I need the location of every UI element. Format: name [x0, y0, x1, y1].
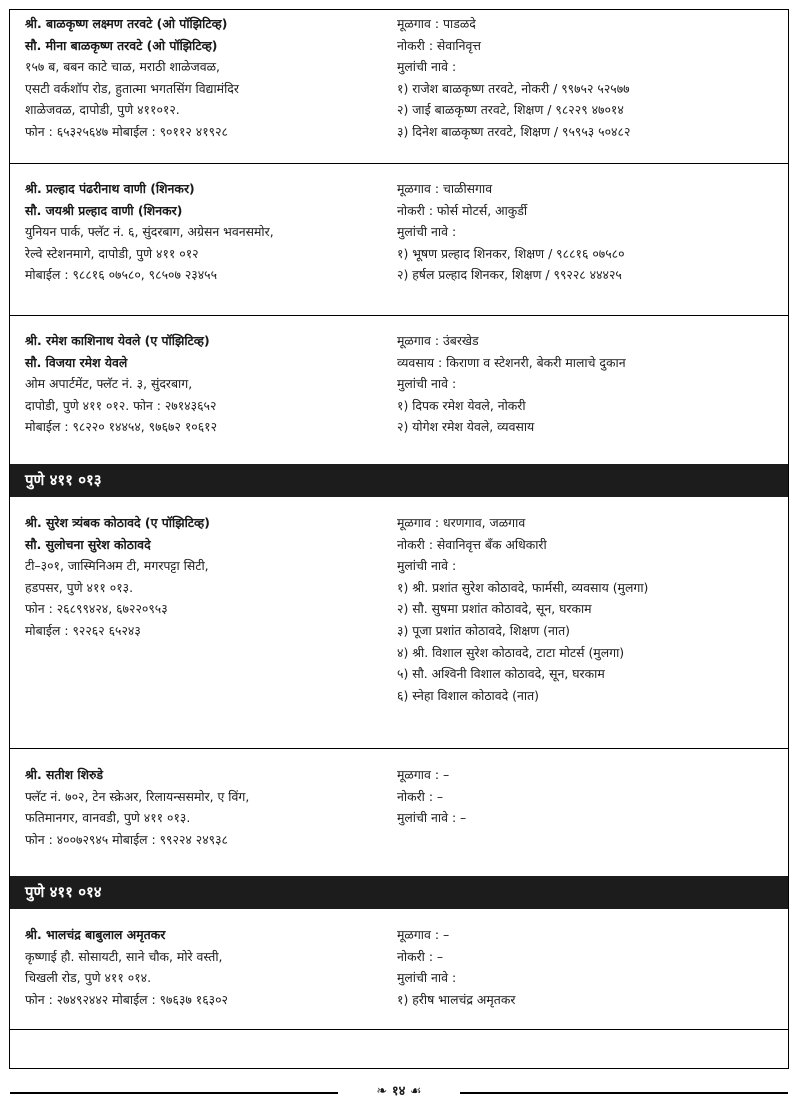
- phone-line: फोन : २६८९९४२४, ६७२२०९५३: [25, 601, 168, 617]
- mobile-line: मोबाईल : ९२२६२ ६५२४३: [25, 622, 141, 638]
- child-item: १) श्री. प्रशांत सुरेश कोठावदे, फार्मसी, व्यवसाय (मुलगा): [397, 579, 649, 595]
- directory-entry: [10, 497, 788, 749]
- entry-family-column: [397, 512, 648, 706]
- children-heading: मुलांची नावे :: [397, 224, 457, 240]
- occupation: नोकरी : सेवानिवृत्त: [397, 37, 481, 53]
- children-heading: मुलांची नावे :: [397, 59, 457, 75]
- entry-contact-column: [25, 512, 210, 642]
- footer-rule-right: [460, 1092, 788, 1094]
- primary-name: श्री. भालचंद्र बाबुलाल अमृतकर: [25, 927, 166, 942]
- native-place: मूळगाव : धरणगाव, जळगाव: [397, 515, 526, 530]
- child-item: २) हर्षल प्रल्हाद शिनकर, शिक्षण / ९९२२८ ४४४२५: [397, 267, 622, 283]
- occupation: नोकरी : –: [397, 788, 444, 804]
- entry-contact-column: [25, 13, 239, 143]
- child-item: २) योगेश रमेश येवले, व्यवसाय: [397, 419, 535, 435]
- child-item: १) दिपक रमेश येवले, नोकरी: [397, 397, 526, 413]
- address-line: टी–३०१, जास्मिनिअम टी, मगरपट्टा सिटी,: [25, 558, 209, 574]
- child-item: ३) दिनेश बाळकृष्ण तरवटे, शिक्षण / ९५९५३ ५०४८२: [397, 123, 631, 139]
- page-number: [338, 1083, 460, 1101]
- child-item: २) जाई बाळकृष्ण तरवटे, शिक्षण / ९८२२९ ४७०१४: [397, 102, 624, 118]
- occupation: नोकरी : –: [397, 948, 444, 964]
- address-line: १५७ ब, बबन काटे चाळ, मराठी शाळेजवळ,: [25, 59, 220, 75]
- child-item: १) हरीष भालचंद्र अमृतकर: [397, 991, 516, 1007]
- address-line: हडपसर, पुणे ४११ ०१३.: [25, 579, 134, 595]
- ornament-left-icon: ❧: [376, 1084, 388, 1099]
- primary-name: श्री. रमेश काशिनाथ येवले (ए पॉझिटिव्ह): [25, 333, 210, 348]
- phone-line: मोबाईल : ९८८१६ ०७५८०, ९८५०७ २३४५५: [25, 267, 218, 283]
- entry-contact-column: [25, 924, 228, 1010]
- primary-name: श्री. बाळकृष्ण लक्ष्मण तरवटे (ओ पॉझिटिव्ह): [25, 16, 228, 31]
- child-item: ३) पूजा प्रशांत कोठावदे, शिक्षण (नात): [397, 622, 570, 638]
- phone-line: फोन : ६५३२५६४७ मोबाईल : ९०११२ ४१९२८: [25, 123, 228, 139]
- page-number-text: १४: [391, 1084, 406, 1099]
- section-header-pune-411014: [10, 876, 788, 909]
- children-heading: मुलांची नावे :: [397, 376, 457, 392]
- native-place: मूळगाव : –: [397, 767, 450, 782]
- spouse-name: सौ. मीना बाळकृष्ण तरवटे (ओ पॉझिटिव्ह): [25, 37, 218, 53]
- phone-line: फोन : २७४९२४४२ मोबाईल : ९७६३७ १६३०२: [25, 991, 228, 1007]
- directory-entry: [10, 10, 788, 164]
- entry-family-column: [397, 924, 515, 1010]
- address-line: फतिमानगर, वानवडी, पुणे ४११ ०१३.: [25, 810, 191, 826]
- children-heading: मुलांची नावे : –: [397, 810, 467, 826]
- page-footer: [0, 1080, 798, 1104]
- business: व्यवसाय : किराणा व स्टेशनरी, बेकरी मालाचे दुकान: [397, 354, 626, 370]
- native-place: मूळगाव : उंबरखेड: [397, 333, 479, 348]
- section-title: पुणे ४११ ०१३: [25, 471, 102, 489]
- child-item: १) भूषण प्रल्हाद शिनकर, शिक्षण / ९८८१६ ०७५८०: [397, 245, 625, 261]
- address-line: फ्लॅट नं. ७०२, टेन स्क्रेअर, रिलायन्ससमोर, ए विंग,: [25, 788, 250, 804]
- section-header-pune-411013: [10, 464, 788, 497]
- entry-contact-column: [25, 178, 274, 286]
- phone-line: फोन : ४००७२९४५ मोबाईल : ९९२२४ २४९३८: [25, 831, 228, 847]
- primary-name: श्री. सुरेश त्र्यंबक कोठावदे (ए पॉझिटिव्ह): [25, 515, 210, 530]
- footer-rule-left: [10, 1092, 338, 1094]
- section-title: पुणे ४११ ०१४: [25, 883, 102, 901]
- primary-name: श्री. प्रल्हाद पंढरीनाथ वाणी (शिनकर): [25, 181, 195, 196]
- address-line: दापोडी, पुणे ४११ ०१२. फोन : २७१४३६५२: [25, 397, 217, 413]
- directory-page-frame: [9, 9, 789, 1069]
- address-line: एसटी वर्कशॉप रोड, हुतात्मा भगतसिंग विद्यामंदिर: [25, 80, 239, 96]
- spouse-name: सौ. विजया रमेश येवले: [25, 354, 128, 370]
- children-heading: मुलांची नावे :: [397, 970, 457, 986]
- entry-family-column: [397, 178, 625, 286]
- address-line: चिखली रोड, पुणे ४११ ०१४.: [25, 970, 152, 986]
- child-item: ५) सौ. अश्विनी विशाल कोठावदे, सून, घरकाम: [397, 666, 605, 682]
- directory-entry: [10, 316, 788, 464]
- primary-name: श्री. सतीश शिरुडे: [25, 767, 104, 782]
- entry-family-column: [397, 13, 630, 143]
- entry-family-column: [397, 764, 466, 829]
- directory-entry: [10, 749, 788, 876]
- directory-entry: [10, 164, 788, 316]
- child-item: २) सौ. सुषमा प्रशांत कोठावदे, सून, घरकाम: [397, 601, 592, 617]
- native-place: मूळगाव : पाडळदे: [397, 16, 476, 31]
- native-place: मूळगाव : चाळीसगाव: [397, 181, 493, 196]
- ornament-right-icon: ☙: [409, 1084, 422, 1099]
- address-line: युनियन पार्क, फ्लॅट नं. ६, सुंदरबाग, अग्रेसन भवनसमोर,: [25, 224, 274, 240]
- child-item: ४) श्री. विशाल सुरेश कोठावदे, टाटा मोटर्स (मुलगा): [397, 644, 625, 660]
- entry-contact-column: [25, 330, 217, 438]
- spouse-name: सौ. जयश्री प्रल्हाद वाणी (शिनकर): [25, 202, 183, 218]
- occupation: नोकरी : फोर्स मोटर्स, आकुर्डी: [397, 202, 528, 218]
- entry-contact-column: [25, 764, 249, 850]
- child-item: ६) स्नेहा विशाल कोठावदे (नात): [397, 687, 539, 703]
- native-place: मूळगाव : –: [397, 927, 450, 942]
- child-item: १) राजेश बाळकृष्ण तरवटे, नोकरी / ९९७५२ ५२५७७: [397, 80, 630, 96]
- occupation: नोकरी : सेवानिवृत्त बँक अधिकारी: [397, 536, 547, 552]
- entry-family-column: [397, 330, 626, 438]
- address-line: ओम अपार्टमेंट, फ्लॅट नं. ३, सुंदरबाग,: [25, 376, 193, 392]
- address-line: कृष्णाई हौ. सोसायटी, साने चौक, मोरे वस्ती,: [25, 948, 223, 964]
- address-line: शाळेजवळ, दापोडी, पुणे ४११०१२.: [25, 102, 180, 118]
- directory-entry: [10, 909, 788, 1030]
- children-heading: मुलांची नावे :: [397, 558, 457, 574]
- address-line: रेल्वे स्टेशनमागे, दापोडी, पुणे ४११ ०१२: [25, 245, 199, 261]
- spouse-name: सौ. सुलोचना सुरेश कोठावदे: [25, 536, 151, 552]
- phone-line: मोबाईल : ९८२२० १४४५४, ९७६७२ १०६१२: [25, 419, 218, 435]
